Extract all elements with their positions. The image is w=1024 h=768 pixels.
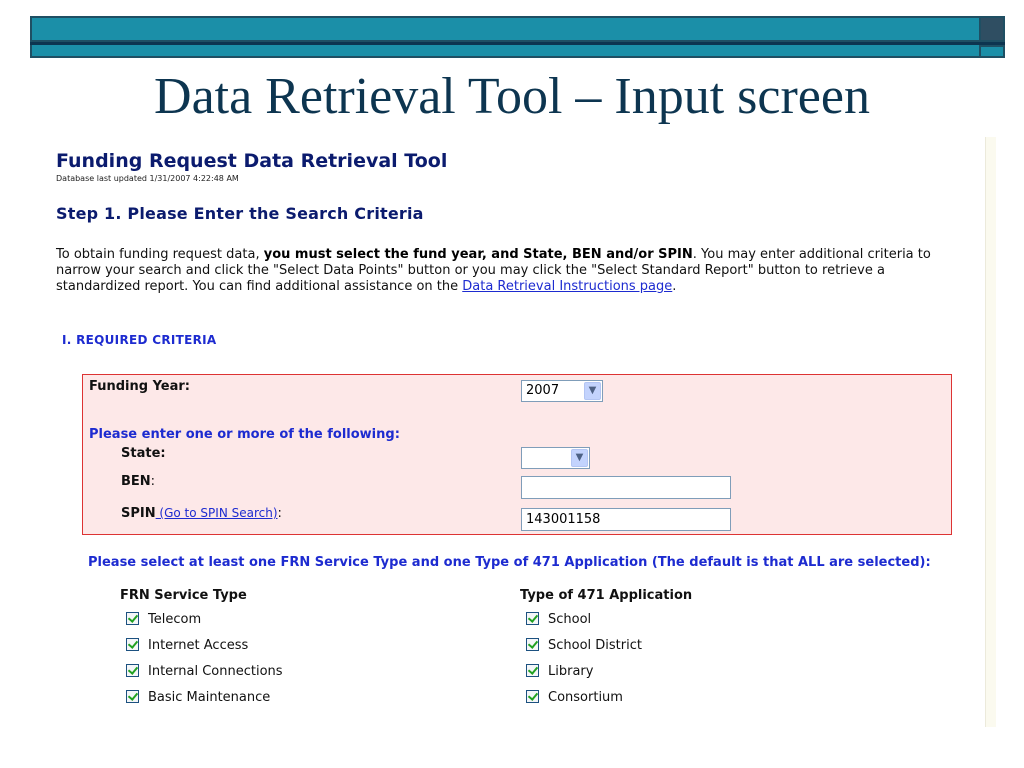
ben-label-colon: : xyxy=(150,474,156,489)
chevron-down-icon: ▼ xyxy=(571,449,588,467)
enter-following-label: Please enter one or more of the following: xyxy=(89,427,400,442)
checkbox-checked-icon[interactable] xyxy=(126,690,139,703)
slide-title: Data Retrieval Tool – Input screen xyxy=(154,68,870,125)
app-title: Funding Request Data Retrieval Tool xyxy=(56,150,448,172)
spin-input[interactable]: 143001158 xyxy=(521,508,731,531)
service-internet-access[interactable] xyxy=(126,637,248,655)
db-updated-text: Database last updated 1/31/2007 4:22:48 AM xyxy=(56,174,239,183)
ben-label-text: BEN xyxy=(121,474,151,489)
checkbox-checked-icon[interactable] xyxy=(126,638,139,651)
intro-text-2: . You may enter additional criteria to narrow your search and click the "Select Data Points" button or you may click the "Select Standard Report" button to retrieve a standardized report. You can find additional assistance on the xyxy=(56,247,931,294)
service-telecom[interactable] xyxy=(126,611,201,629)
spin-search-link[interactable]: (Go to SPIN Search) xyxy=(155,506,278,520)
app-type-heading: Type of 471 Application xyxy=(520,588,693,603)
app-school-label: School xyxy=(548,612,592,627)
intro-paragraph xyxy=(56,247,966,295)
intro-text-1: To obtain funding request data, xyxy=(56,247,264,262)
header-square-light xyxy=(979,45,1005,58)
intro-text-3: . xyxy=(672,279,677,294)
service-internal-connections-label: Internal Connections xyxy=(148,664,283,679)
app-library[interactable] xyxy=(526,663,593,681)
spin-label xyxy=(121,506,282,521)
checkbox-checked-icon[interactable] xyxy=(526,612,539,625)
header-bar-lower xyxy=(30,45,1005,58)
spin-label-colon: : xyxy=(277,506,282,521)
header-square-dark xyxy=(979,16,1005,42)
service-basic-maintenance[interactable] xyxy=(126,689,270,707)
checkbox-checked-icon[interactable] xyxy=(526,690,539,703)
service-telecom-label: Telecom xyxy=(148,612,202,627)
app-school-district[interactable] xyxy=(526,637,642,655)
required-criteria-heading: I. REQUIRED CRITERIA xyxy=(62,333,217,347)
checkbox-checked-icon[interactable] xyxy=(526,664,539,677)
intro-text-bold: you must select the fund year, and State, BEN and/or SPIN xyxy=(263,247,693,262)
step-heading: Step 1. Please Enter the Search Criteria xyxy=(56,204,424,223)
state-select[interactable] xyxy=(521,447,590,469)
funding-year-value: 2007 xyxy=(526,383,560,398)
app-consortium[interactable] xyxy=(526,689,623,707)
chevron-down-icon: ▼ xyxy=(584,382,601,400)
header-bar xyxy=(30,16,1005,42)
app-library-label: Library xyxy=(548,664,594,679)
checkbox-checked-icon[interactable] xyxy=(126,612,139,625)
required-criteria-box xyxy=(82,374,952,535)
funding-year-select[interactable] xyxy=(521,380,603,402)
checkbox-checked-icon[interactable] xyxy=(126,664,139,677)
ben-label xyxy=(121,474,155,489)
service-basic-maintenance-label: Basic Maintenance xyxy=(148,690,271,705)
screen-right-edge xyxy=(985,137,996,727)
app-school[interactable] xyxy=(526,611,591,629)
ben-input[interactable] xyxy=(521,476,731,499)
screenshot-panel xyxy=(50,137,985,727)
service-internet-access-label: Internet Access xyxy=(148,638,249,653)
state-label: State: xyxy=(121,446,166,461)
service-type-heading: FRN Service Type xyxy=(120,588,247,603)
app-school-district-label: School District xyxy=(548,638,642,653)
checkbox-checked-icon[interactable] xyxy=(526,638,539,651)
service-internal-connections[interactable] xyxy=(126,663,283,681)
funding-year-label: Funding Year: xyxy=(89,379,191,394)
selection-note: Please select at least one FRN Service Type and one Type of 471 Application (The default is that ALL are selected): xyxy=(88,555,931,570)
spin-label-text: SPIN xyxy=(121,506,156,521)
app-consortium-label: Consortium xyxy=(548,690,623,705)
instructions-link[interactable]: Data Retrieval Instructions page xyxy=(462,279,673,294)
